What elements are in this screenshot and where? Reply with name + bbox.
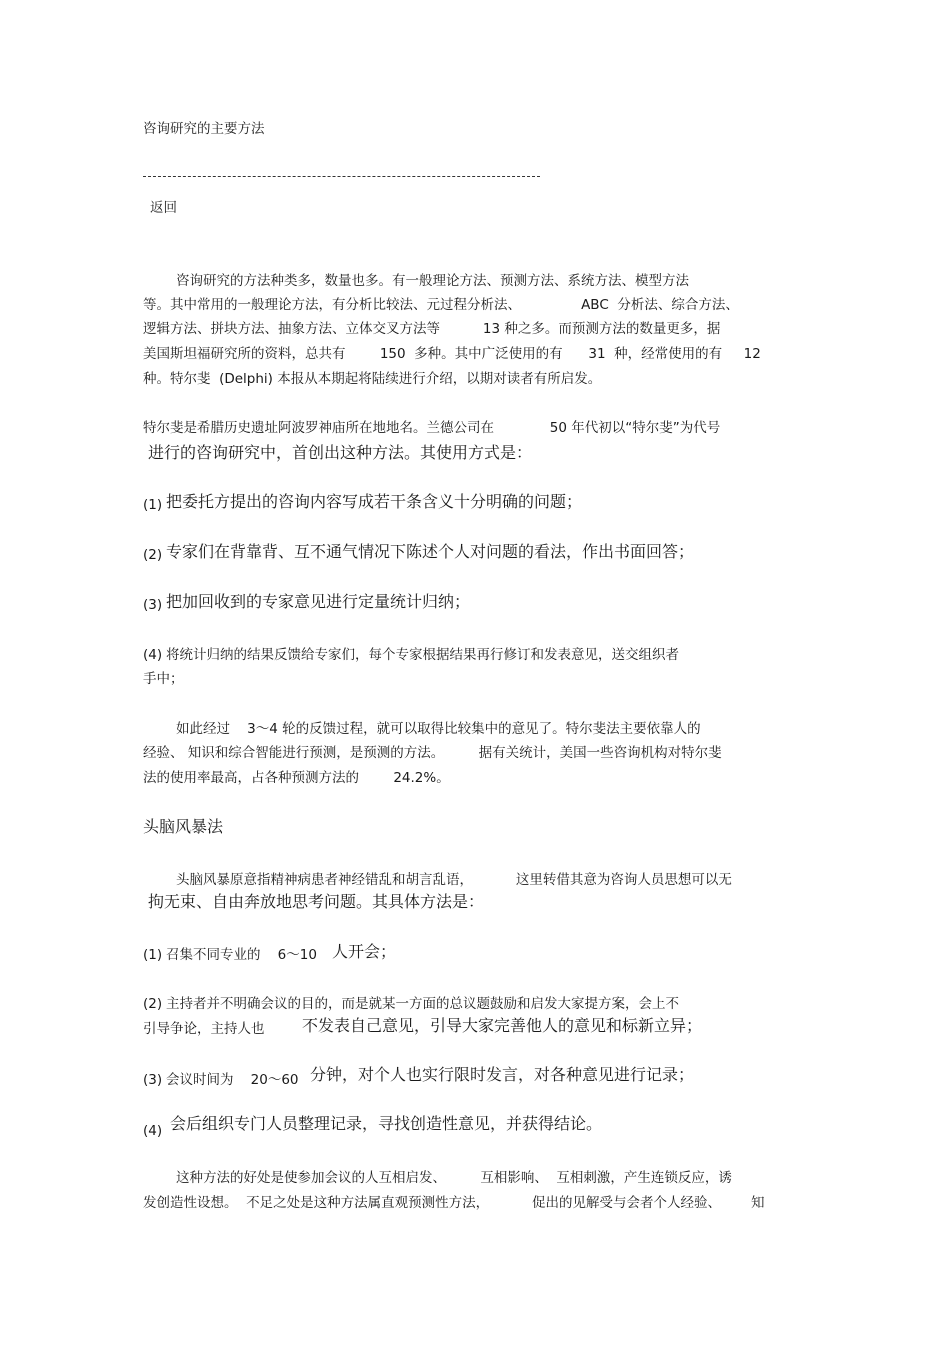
separator-line (143, 176, 540, 177)
brainstorm-step-text: 主持者并不明确会议的目的，而是就某一方面的总议题鼓励和启发大家提方案，会上不 (166, 996, 679, 1012)
brainstorm-step-text: 人开会； (332, 942, 397, 961)
intro-line: 逻辑方法、拼块方法、抽象方法、立体交叉方法等 13 种之多。而预测方法的数量更多，据 (143, 321, 721, 337)
intro-line: 美国斯坦福研究所的资料，总共有 150 多种。其中广泛使用的有 31 种，经常使用的有 12 (143, 346, 761, 362)
brainstorm-step-number: (1) (143, 947, 163, 963)
delphi-step-text-cont: 手中； (143, 671, 184, 687)
delphi-conclusion-line: 经验、 知识和综合智能进行预测，是预测的方法。 据有关统计，美国一些咨询机构对特尔斐 (143, 745, 722, 761)
delphi-intro-line: 特尔斐是希腊历史遗址阿波罗神庙所在地地名。兰德公司在 50 年代初以“特尔斐”为代号 (143, 420, 721, 436)
brainstorm-intro-line: 头脑风暴原意指精神病患者神经错乱和胡言乱语， 这里转借其意为咨询人员思想可以无 (176, 872, 732, 888)
brainstorm-intro-line: 拘无束、自由奔放地思考问题。其具体方法是： (148, 892, 485, 911)
brainstorm-conclusion-line: 发创造性设想。 不足之处是这种方法属直观预测性方法， 促出的见解受与会者个人经验、 知 (143, 1195, 765, 1211)
brainstorm-step-number: (3) (143, 1072, 163, 1088)
delphi-step-text: 把委托方提出的咨询内容写成若干条含义十分明确的问题； (166, 492, 583, 511)
delphi-conclusion-line: 法的使用率最高，占各种预测方法的 24.2%。 (143, 770, 450, 786)
brainstorm-step-text: 召集不同专业的 6～10 (166, 947, 322, 963)
delphi-step-number: (1) (143, 497, 163, 513)
brainstorm-heading: 头脑风暴法 (143, 817, 224, 836)
doc-title: 咨询研究的主要方法 (143, 121, 265, 137)
brainstorm-step-number: (2) (143, 996, 163, 1012)
intro-line: 种。特尔斐 (Delphi) 本报从本期起将陆续进行介绍，以期对读者有所启发。 (143, 371, 602, 387)
delphi-conclusion-line: 如此经过 3～4 轮的反馈过程，就可以取得比较集中的意见了。特尔斐法主要依靠人的 (176, 721, 701, 737)
delphi-step-text: 将统计归纳的结果反馈给专家们，每个专家根据结果再行修订和发表意见，送交组织者 (166, 647, 679, 663)
brainstorm-step-text: 分钟，对个人也实行限时发言，对各种意见进行记录； (310, 1065, 695, 1084)
delphi-step-number: (3) (143, 597, 163, 613)
delphi-step-text: 专家们在背靠背、互不通气情况下陈述个人对问题的看法，作出书面回答； (166, 542, 695, 561)
brainstorm-step-text: 会议时间为 20～60 (166, 1072, 308, 1088)
intro-line: 咨询研究的方法种类多，数量也多。有一般理论方法、预测方法、系统方法、模型方法 (176, 273, 689, 289)
delphi-step-text: 把加回收到的专家意见进行定量统计归纳； (166, 592, 471, 611)
delphi-step-number: (4) (143, 647, 163, 663)
delphi-step-number: (2) (143, 547, 163, 563)
brainstorm-step-text-cont: 不发表自己意见，引导大家完善他人的意见和标新立异； (302, 1016, 703, 1035)
back-link[interactable]: 返回 (150, 200, 177, 216)
brainstorm-conclusion-line: 这种方法的好处是使参加会议的人互相启发、 互相影响、 互相刺激，产生连锁反应，诱 (176, 1170, 732, 1186)
intro-line: 等。其中常用的一般理论方法，有分析比较法、元过程分析法、 ABC 分析法、综合方法、 (143, 297, 739, 313)
brainstorm-step-text-cont: 引导争论，主持人也 (143, 1021, 282, 1037)
brainstorm-step-text: 会后组织专门人员整理记录，寻找创造性意见，并获得结论。 (170, 1114, 603, 1133)
delphi-intro-line: 进行的咨询研究中，首创出这种方法。其使用方式是： (148, 443, 533, 462)
brainstorm-step-number: (4) (143, 1123, 163, 1139)
